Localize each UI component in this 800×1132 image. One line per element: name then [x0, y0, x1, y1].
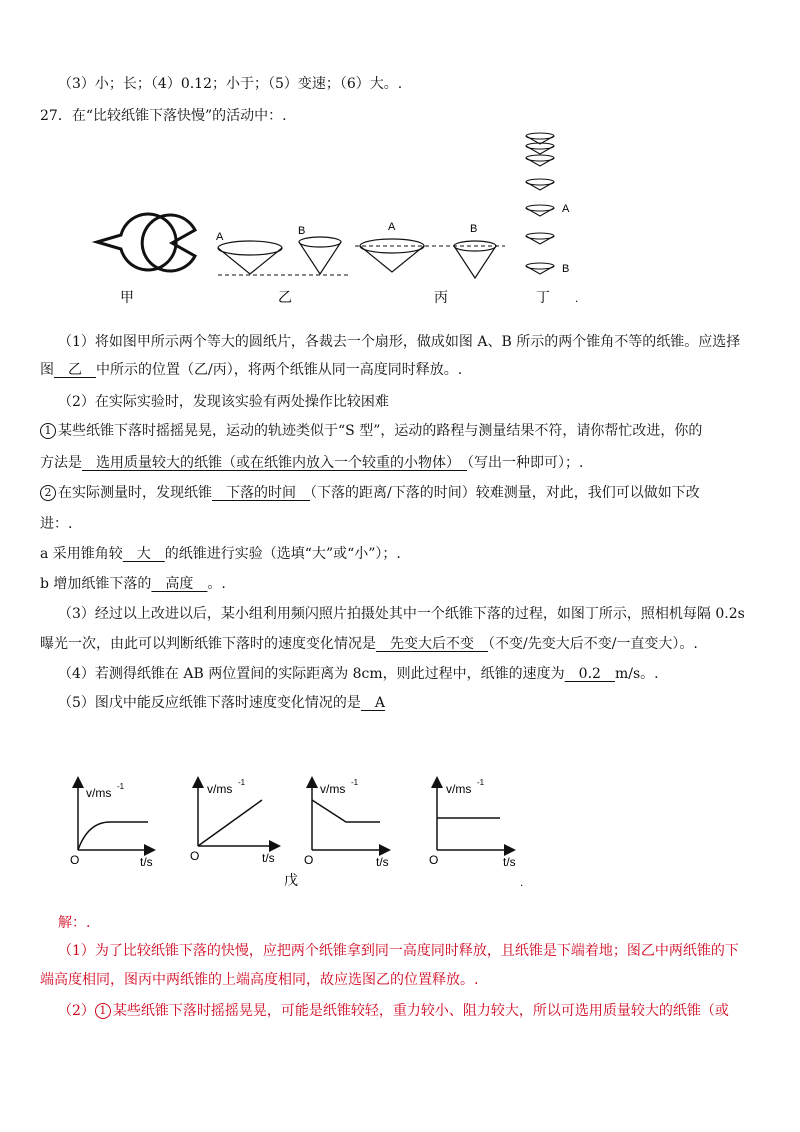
q27-part5 [58, 693, 385, 713]
graph-d-origin: O [429, 853, 439, 867]
graph-b-ylabel: v/ms [207, 782, 233, 796]
q27-part2-1-text: 某些纸锥下落时摇摇晃晃，运动的轨迹类似于“S 型”，运动的路程与测量结果不符，请你帮忙改进，你的 [58, 423, 703, 439]
graph-a-xlabel: t/s [140, 855, 153, 869]
q27-part2-2-pre: 在实际测量时，发现纸锥 [58, 485, 212, 501]
q27-part3-line1: （3）经过以上改进以后，某小组利用频闪照片拍摄处其中一个纸锥下落的过程，如图丁所示，照相机每隔 0.2s [58, 606, 745, 622]
fig-label-b-yi: B [298, 225, 306, 237]
q27-part2-b [40, 574, 226, 594]
q27-part2-a-post: 的纸锥进行实验（选填“大”或“小”）；. [164, 546, 401, 562]
graph-c-sup: -1 [351, 778, 359, 787]
caption-jia: 甲 [120, 289, 134, 305]
graph-b-origin: O [190, 849, 200, 863]
figure-velocity-graphs [0, 770, 800, 900]
graph-b-sup: -1 [238, 778, 246, 787]
graph-caption: 戊 [284, 872, 298, 888]
q27-part2-a-pre: a 采用锥角较 [40, 546, 123, 562]
q27-part4-answer: 0.2 [564, 666, 615, 682]
q27-part2-intro: （2）在实际实验时，发现该实验有两处操作比较困难 [58, 394, 389, 410]
figure-dot: . [575, 291, 579, 305]
fig-label-a-ding: A [562, 203, 570, 215]
q27-part3-post: （不变/先变大后不变/一直变大）。. [488, 636, 698, 652]
solution-circled-number-1: 1 [95, 1003, 111, 1019]
graph-b-xlabel: t/s [262, 851, 275, 865]
q27-part2-2-answer: 下落的时间 [212, 485, 310, 501]
previous-answer-line: （3）小；长；（4）0.12；小于；（5）变速；（6）大。. [58, 76, 403, 92]
graph-c-origin: O [304, 853, 314, 867]
solution-part1-line2: 端高度相同，图丙中两纸锥的上端高度相同，故应选图乙的位置释放。. [40, 972, 479, 988]
caption-bing: 丙 [434, 289, 448, 305]
q27-part2-2-line2: 进：. [40, 516, 73, 532]
graph-c-ylabel: v/ms [320, 782, 346, 796]
q27-part2-b-pre: b 增加纸锥下落的 [40, 576, 152, 592]
q27-part1-answer: 乙 [54, 362, 96, 378]
q27-part3-line2 [40, 634, 698, 654]
q27-part2-1-post: （写出一种即可）；. [467, 455, 584, 471]
graph-a-ylabel: v/ms [86, 786, 112, 800]
q27-part5-answer: A [360, 695, 386, 711]
caption-ding: 丁 [536, 289, 550, 305]
q27-part4 [58, 664, 659, 684]
q27-part2-b-post: 。. [207, 576, 226, 592]
fig-label-a-yi: A [216, 231, 224, 243]
q27-part1-post: 中所示的位置（乙/丙），将两个纸锥从同一高度同时释放。. [96, 362, 463, 378]
q27-part2-2-post: （下落的距离/下落的时间）较难测量，对此，我们可以做如下改 [310, 485, 700, 501]
q27-part2-a [40, 544, 401, 564]
q27-part2-1-pre: 方法是 [40, 455, 82, 471]
fig-label-b-bing: B [470, 223, 478, 235]
q27-part5-pre: （5）图戊中能反应纸锥下落时速度变化情况的是 [58, 695, 361, 711]
q27-part1-pre: 图 [40, 362, 54, 378]
graph-a-sup: -1 [117, 782, 125, 791]
q27-part2-a-answer: 大 [122, 546, 165, 562]
graph-d-ylabel: v/ms [446, 782, 472, 796]
graph-dot: . [520, 875, 524, 889]
question-27-title: 27．在“比较纸锥下落快慢”的活动中：. [40, 108, 287, 124]
solution-part2-line1 [58, 1001, 729, 1021]
q27-part1-line2 [40, 360, 462, 380]
q27-part4-post: m/s。. [614, 666, 659, 682]
solution-heading: 解：. [58, 915, 91, 931]
q27-part2-b-answer: 高度 [151, 576, 208, 592]
q27-part2-1-line2 [40, 453, 583, 473]
q27-part3-pre: 曝光一次，由此可以判断纸锥下落时的速度变化情况是 [40, 636, 376, 652]
fig-label-b-ding: B [562, 263, 570, 275]
q27-part3-answer: 先变大后不变 [376, 636, 488, 652]
graph-a-origin: O [70, 853, 80, 867]
solution-part2-text: 某些纸锥下落时摇摇晃晃，可能是纸锥较轻，重力较小、阻力较大，所以可选用质量较大的纸锥（或 [112, 1003, 729, 1019]
paper-circle-1 [97, 214, 176, 270]
graph-c-xlabel: t/s [376, 855, 389, 869]
circled-number-2: 2 [40, 485, 56, 501]
graph-d-xlabel: t/s [503, 855, 516, 869]
q27-part2-1-answer: 选用质量较大的纸锥（或在纸锥内放入一个较重的小物体） [82, 455, 467, 471]
solution-part1-line1: （1）为了比较纸锥下落的快慢，应把两个纸锥拿到同一高度同时释放，且纸锥是下端着地；图乙中两纸锥的下 [58, 943, 739, 959]
solution-part2-pre: （2） [58, 1003, 95, 1019]
circled-number-1: 1 [40, 423, 56, 439]
graph-d-sup: -1 [477, 778, 485, 787]
figure-cones [0, 130, 800, 330]
q27-part2-2-line1 [40, 483, 700, 503]
q27-part4-pre: （4）若测得纸锥在 AB 两位置间的实际距离为 8cm，则此过程中，纸锥的速度为 [58, 666, 565, 682]
q27-part1-line1: （1）将如图甲所示两个等大的圆纸片，各裁去一个扇形，做成如图 A、B 所示的两个锥角不等的纸锥。应选择 [58, 334, 741, 350]
fig-label-a-bing: A [388, 221, 396, 233]
caption-yi: 乙 [278, 289, 292, 305]
q27-part2-1-line1 [40, 421, 702, 441]
strobe-cones [526, 133, 554, 274]
